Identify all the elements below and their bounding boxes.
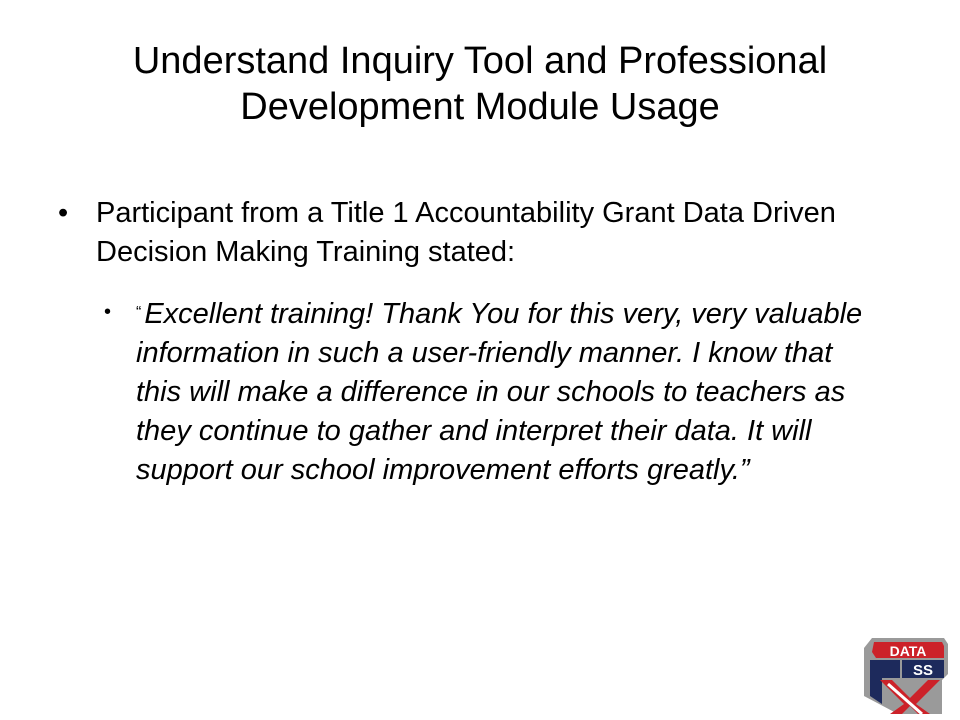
- datass-logo: [858, 634, 950, 718]
- bullet-text: Participant from a Title 1 Accountability Grant Data Driven Decision Making Training stated:: [96, 197, 836, 268]
- sub-bullet-quote: [104, 293, 884, 490]
- open-quote-mark: “: [136, 304, 142, 321]
- logo-ss-text: SS: [912, 662, 934, 679]
- sub-bullet-marker: •: [104, 301, 112, 323]
- logo-data-text: DATA: [889, 643, 927, 659]
- quote-text: Excellent training! Thank You for this very, very valuable information in such a user-friendly manner. I know that this will make a difference in our schools to teachers as they continue to gather and interpret their data. It will support our school improvement efforts greatly.”: [136, 298, 863, 486]
- bullet-participant: [58, 194, 878, 272]
- quote-block: [136, 293, 884, 490]
- bullet-marker: •: [58, 197, 69, 229]
- slide-title: Understand Inquiry Tool and Professional Development Module Usage: [132, 40, 828, 128]
